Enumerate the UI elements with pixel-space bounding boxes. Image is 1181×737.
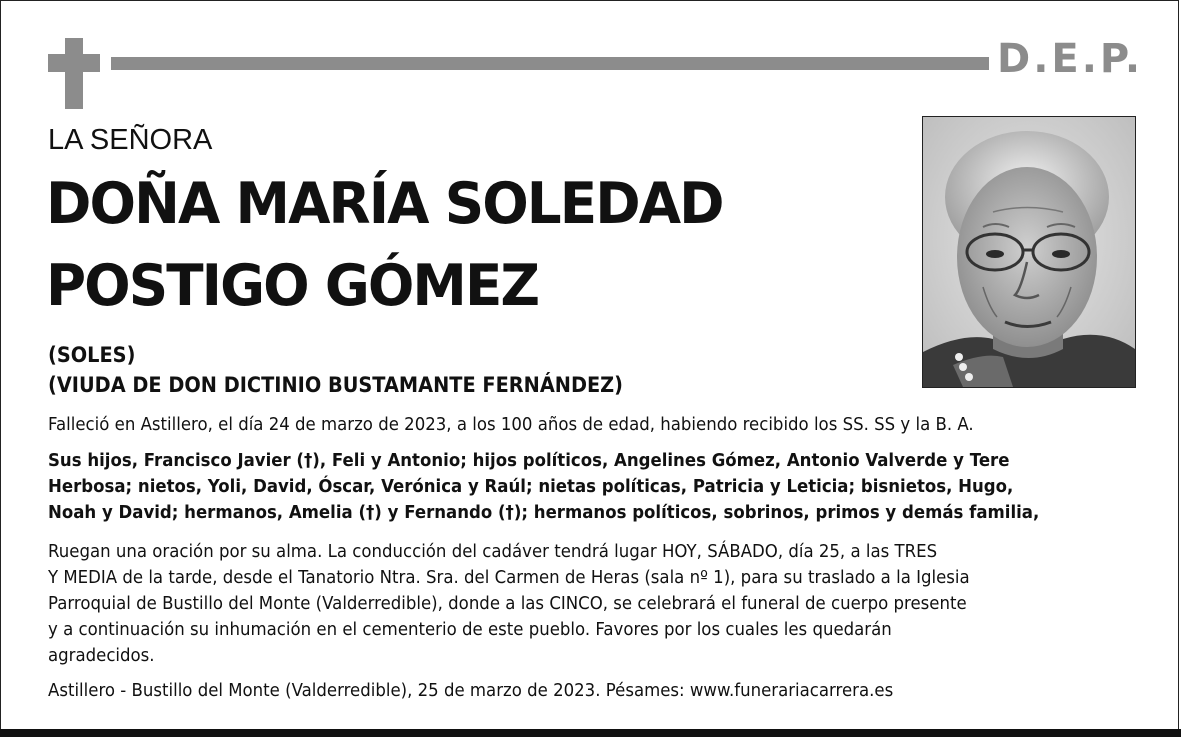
honorific: LA SEÑORA <box>48 124 213 156</box>
death-info: Falleció en Astillero, el día 24 de marzo de 2023, a los 100 años de edad, habiendo recibido los SS. SS y la B. A. <box>48 414 974 435</box>
service-line: Y MEDIA de la tarde, desde el Tanatorio Ntra. Sra. del Carmen de Heras (sala nº 1), para su traslado a la Iglesia <box>48 567 970 588</box>
deceased-name-line-1: DOÑA MARÍA SOLEDAD <box>46 171 723 237</box>
deceased-name-line-2: POSTIGO GÓMEZ <box>46 253 539 319</box>
widow-of: (VIUDA DE DON DICTINIO BUSTAMANTE FERNÁNDEZ) <box>48 373 624 397</box>
portrait-image <box>923 117 1135 387</box>
cross-icon-vertical <box>65 38 83 109</box>
dep-heading: D.E.P. <box>997 36 1144 82</box>
family-line: Noah y David; hermanos, Amelia (†) y Fernando (†); hermanos políticos, sobrinos, primos y demás familia, <box>48 502 1040 523</box>
nickname: (SOLES) <box>48 343 136 367</box>
cross-icon-horizontal <box>48 54 100 72</box>
service-paragraph <box>48 539 1069 669</box>
service-line: Parroquial de Bustillo del Monte (Valderredible), donde a las CINCO, se celebrará el funeral de cuerpo presente <box>48 593 967 614</box>
header-rule <box>111 57 989 70</box>
family-line: Sus hijos, Francisco Javier (†), Feli y Antonio; hijos políticos, Angelines Gómez, Antonio Valverde y Tere <box>48 450 1010 471</box>
service-line: y a continuación su inhumación en el cementerio de este pueblo. Favores por los cuales les quedarán <box>48 619 892 640</box>
portrait-photo <box>922 116 1136 388</box>
service-line: agradecidos. <box>48 645 155 666</box>
service-line: Ruegan una oración por su alma. La conducción del cadáver tendrá lugar HOY, SÁBADO, día 25, a las TRES <box>48 541 938 562</box>
family-paragraph <box>48 448 1069 526</box>
bottom-border-bar <box>0 729 1181 737</box>
family-line: Herbosa; nietos, Yoli, David, Óscar, Verónica y Raúl; nietas políticas, Patricia y Leticia; bisnietos, Hugo, <box>48 476 1014 497</box>
footer-place-date: Astillero - Bustillo del Monte (Valderredible), 25 de marzo de 2023. Pésames: www.funerariacarrera.es <box>48 680 894 701</box>
